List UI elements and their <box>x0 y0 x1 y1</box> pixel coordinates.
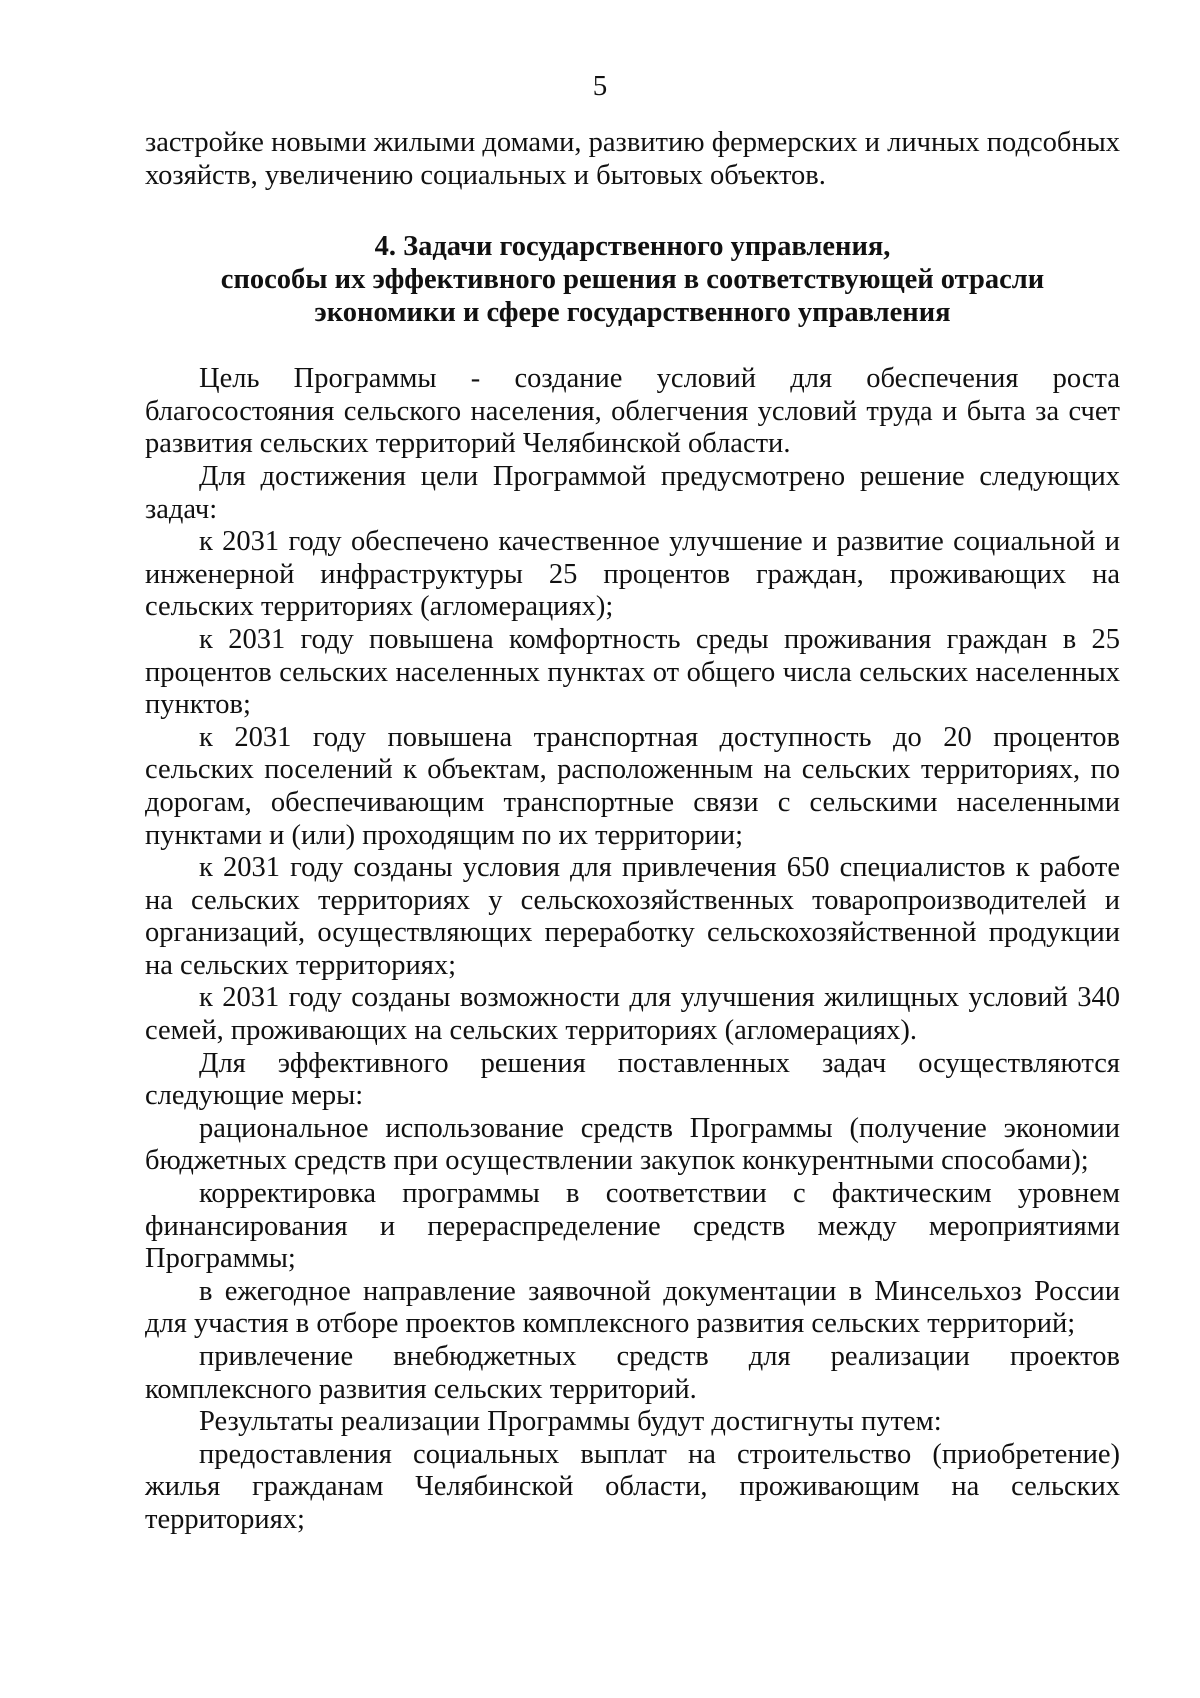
paragraph-results-intro: Результаты реализации Программы будут достигнуты путем: <box>199 1406 942 1438</box>
paragraph-task-specialists: к 2031 году созданы условия для привлечения 650 специалистов к работе на сельских территориях у сельскохозяйственных товаропроизводителей и организаций, осуществляющих переработку сельскохозяйственной продукции на сельских территориях; <box>145 852 1120 981</box>
paragraph-task-comfort: к 2031 году повышена комфортность среды проживания граждан в 25 процентов сельских населенных пунктах от общего числа сельских населенных пунктов; <box>145 623 1120 721</box>
document-body <box>145 127 1120 1537</box>
paragraph-measure-adjustment: корректировка программы в соответствии с фактическим уровнем финансирования и перераспределение средств между мероприятиями Программы; <box>145 1178 1120 1275</box>
paragraph-goal: Цель Программы - создание условий для обеспечения роста благосостояния сельского населения, облегчения условий труда и быта за счет развития сельских территорий Челябинской области. <box>145 363 1120 460</box>
section-heading-line-3: экономики и сфере государственного управления <box>314 297 951 329</box>
paragraph-measure-applications: в ежегодное направление заявочной документации в Минсельхоз России для участия в отборе проектов комплексного развития сельских территорий; <box>145 1275 1120 1340</box>
paragraph-measure-rational-use: рациональное использование средств Программы (получение экономии бюджетных средств при осуществлении закупок конкурентными способами); <box>145 1112 1120 1177</box>
paragraph-task-infrastructure: к 2031 году обеспечено качественное улучшение и развитие социальной и инженерной инфраструктуры 25 процентов граждан, проживающих на сельских территориях (агломерациях); <box>145 526 1120 623</box>
paragraph-tasks-intro: Для достижения цели Программой предусмотрено решение следующих задач: <box>145 460 1120 525</box>
paragraph-measures-intro: Для эффективного решения поставленных задач осуществляются следующие меры: <box>145 1047 1120 1112</box>
section-heading-line-2: способы их эффективного решения в соответствующей отрасли <box>220 264 1045 296</box>
paragraph-result-social-payments: предоставления социальных выплат на строительство (приобретение) жилья гражданам Челябинской области, проживающим на сельских территориях; <box>145 1438 1120 1535</box>
section-heading <box>145 230 1120 329</box>
page-number: 5 <box>592 70 608 102</box>
paragraph-measure-extrabudgetary: привлечение внебюджетных средств для реализации проектов комплексного развития сельских территорий. <box>145 1341 1120 1405</box>
opening-paragraph: застройке новыми жилыми домами, развитию фермерских и личных подсобных хозяйств, увеличению социальных и бытовых объектов. <box>145 127 1120 191</box>
paragraph-task-housing: к 2031 году созданы возможности для улучшения жилищных условий 340 семей, проживающих на сельских территориях (агломерациях). <box>145 982 1120 1047</box>
section-heading-line-1: 4. Задачи государственного управления, <box>374 231 891 263</box>
paragraph-task-transport: к 2031 году повышена транспортная доступность до 20 процентов сельских поселений к объектам, расположенным на сельских территориях, по дорогам, обеспечивающим транспортные связи с сельскими населенными пунктами и (или) проходящим по их территории; <box>145 721 1120 851</box>
